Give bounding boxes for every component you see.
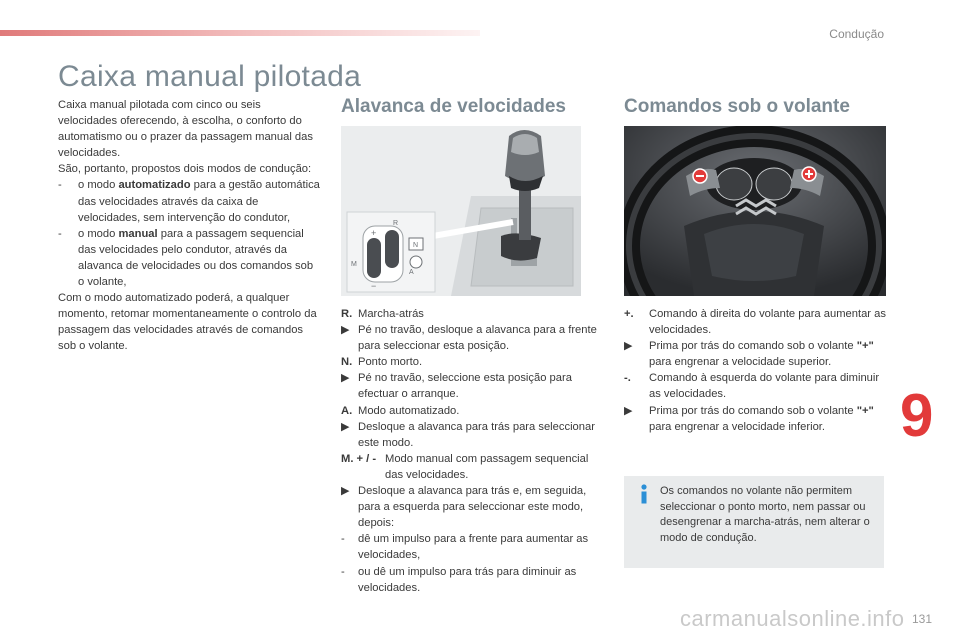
row-marker: M. + / - — [341, 452, 377, 465]
list-item — [341, 354, 606, 370]
row-text: para engrenar a velocidade superior. — [649, 356, 832, 369]
row-text: Prima por trás do comando sob o volante — [649, 340, 857, 353]
list-item — [341, 419, 606, 451]
list-item — [624, 403, 886, 435]
gate-minus: − — [371, 281, 377, 291]
list-item — [341, 564, 606, 596]
row-text: Pé no travão, desloque a alavanca para a frente para seleccionar esta posição. — [358, 324, 597, 353]
info-icon — [637, 484, 651, 504]
row-marker: N. — [341, 356, 353, 369]
row-text: Desloque a alavanca para trás e, em seguida, para a esquerda para seleccionar este modo, depois: — [358, 485, 587, 530]
gate-letter-m: M — [351, 261, 357, 268]
info-note — [624, 476, 884, 568]
item-bold-text: manual — [118, 227, 158, 240]
gate-letter-a: A — [409, 269, 414, 276]
watermark: carmanualsonline.info — [680, 606, 905, 631]
intro-paragraph: Com o modo automatizado poderá, a qualquer momento, retomar momentaneamente o controlo da passagem das velocidades através de comandos sob o volante. — [58, 292, 317, 353]
lever-heading: Alavanca de velocidades — [341, 96, 566, 117]
list-item — [341, 483, 606, 531]
page-number: 131 — [911, 612, 932, 626]
arrow-icon: ▶ — [341, 324, 350, 337]
chapter-number: 9 — [900, 382, 934, 449]
intro-paragraph: São, portanto, propostos dois modos de condução: — [58, 163, 312, 176]
info-note-text: Os comandos no volante não permitem seleccionar o ponto morto, nem passar ou desengrenar a marcha-atrás, nem alterar o modo de condução. — [660, 485, 870, 544]
header-accent-bar — [0, 30, 480, 36]
list-item — [624, 306, 886, 338]
dash-marker: - — [341, 565, 345, 578]
row-text: Marcha-atrás — [358, 308, 424, 320]
row-text: dê um impulso para a frente para aumentar as velocidades, — [358, 533, 589, 562]
row-marker: -. — [624, 372, 631, 385]
row-bold-text: "+" — [856, 404, 874, 417]
dash-marker: - — [58, 179, 62, 192]
row-marker: A. — [341, 404, 353, 417]
list-item — [624, 370, 886, 402]
arrow-icon: ▶ — [624, 404, 633, 417]
arrow-icon: ▶ — [341, 372, 350, 385]
arrow-icon: ▶ — [341, 485, 350, 498]
row-text: Comando à esquerda do volante para diminuir as velocidades. — [649, 372, 880, 401]
page-title: Caixa manual pilotada — [58, 60, 362, 93]
list-item — [58, 177, 320, 225]
dash-marker: - — [341, 533, 345, 546]
row-text: para engrenar a velocidade inferior. — [649, 420, 826, 433]
list-item — [624, 338, 886, 370]
item-bold-text: automatizado — [118, 179, 191, 192]
list-item — [341, 306, 606, 322]
row-text: Pé no travão, seleccione esta posição para efectuar o arranque. — [358, 372, 572, 401]
row-bold-text: "+" — [856, 340, 874, 353]
list-item — [58, 226, 320, 290]
gate-plus: + — [371, 228, 377, 238]
list-item — [341, 531, 606, 563]
item-text: o modo — [78, 179, 119, 192]
row-text: Prima por trás do comando sob o volante — [649, 404, 857, 417]
list-item — [341, 322, 606, 354]
gate-letter-n: N — [413, 242, 419, 249]
arrow-icon: ▶ — [624, 340, 633, 353]
steering-wheel-image — [624, 126, 886, 296]
gate-letter-r: R — [393, 220, 399, 227]
intro-paragraph: Caixa manual pilotada com cinco ou seis velocidades oferecendo, à escolha, o conforto do automatismo ou o prazer da passagem manual das velocidades. — [58, 99, 313, 160]
row-marker: +. — [624, 308, 634, 320]
lever-text — [341, 306, 606, 596]
steering-heading: Comandos sob o volante — [624, 96, 850, 117]
item-text: o modo — [78, 227, 119, 240]
row-marker: R. — [341, 308, 353, 320]
item-text: para a gestão automática das velocidades através da caixa de velocidades, sem intervenção do condutor, — [78, 179, 320, 224]
row-text: ou dê um impulso para trás para diminuir as velocidades. — [358, 565, 577, 594]
row-text: Modo manual com passagem sequencial das velocidades. — [385, 452, 589, 481]
intro-text — [58, 97, 320, 355]
arrow-icon: ▶ — [341, 420, 350, 433]
row-text: Ponto morto. — [358, 356, 423, 369]
row-text: Desloque a alavanca para trás para seleccionar este modo. — [358, 420, 595, 449]
list-item — [341, 370, 606, 402]
steering-text — [624, 306, 886, 435]
row-text: Comando à direita do volante para aumentar as velocidades. — [649, 308, 886, 337]
row-text: Modo automatizado. — [358, 404, 460, 417]
list-item — [341, 403, 606, 419]
gear-lever-image — [341, 126, 581, 296]
dash-marker: - — [58, 227, 62, 240]
list-item — [341, 451, 606, 483]
item-text: para a passagem sequencial das velocidades pelo condutor, através da alavanca de velocidades ou dos comandos sob o volante, — [78, 227, 314, 289]
section-title: Condução — [829, 27, 884, 41]
